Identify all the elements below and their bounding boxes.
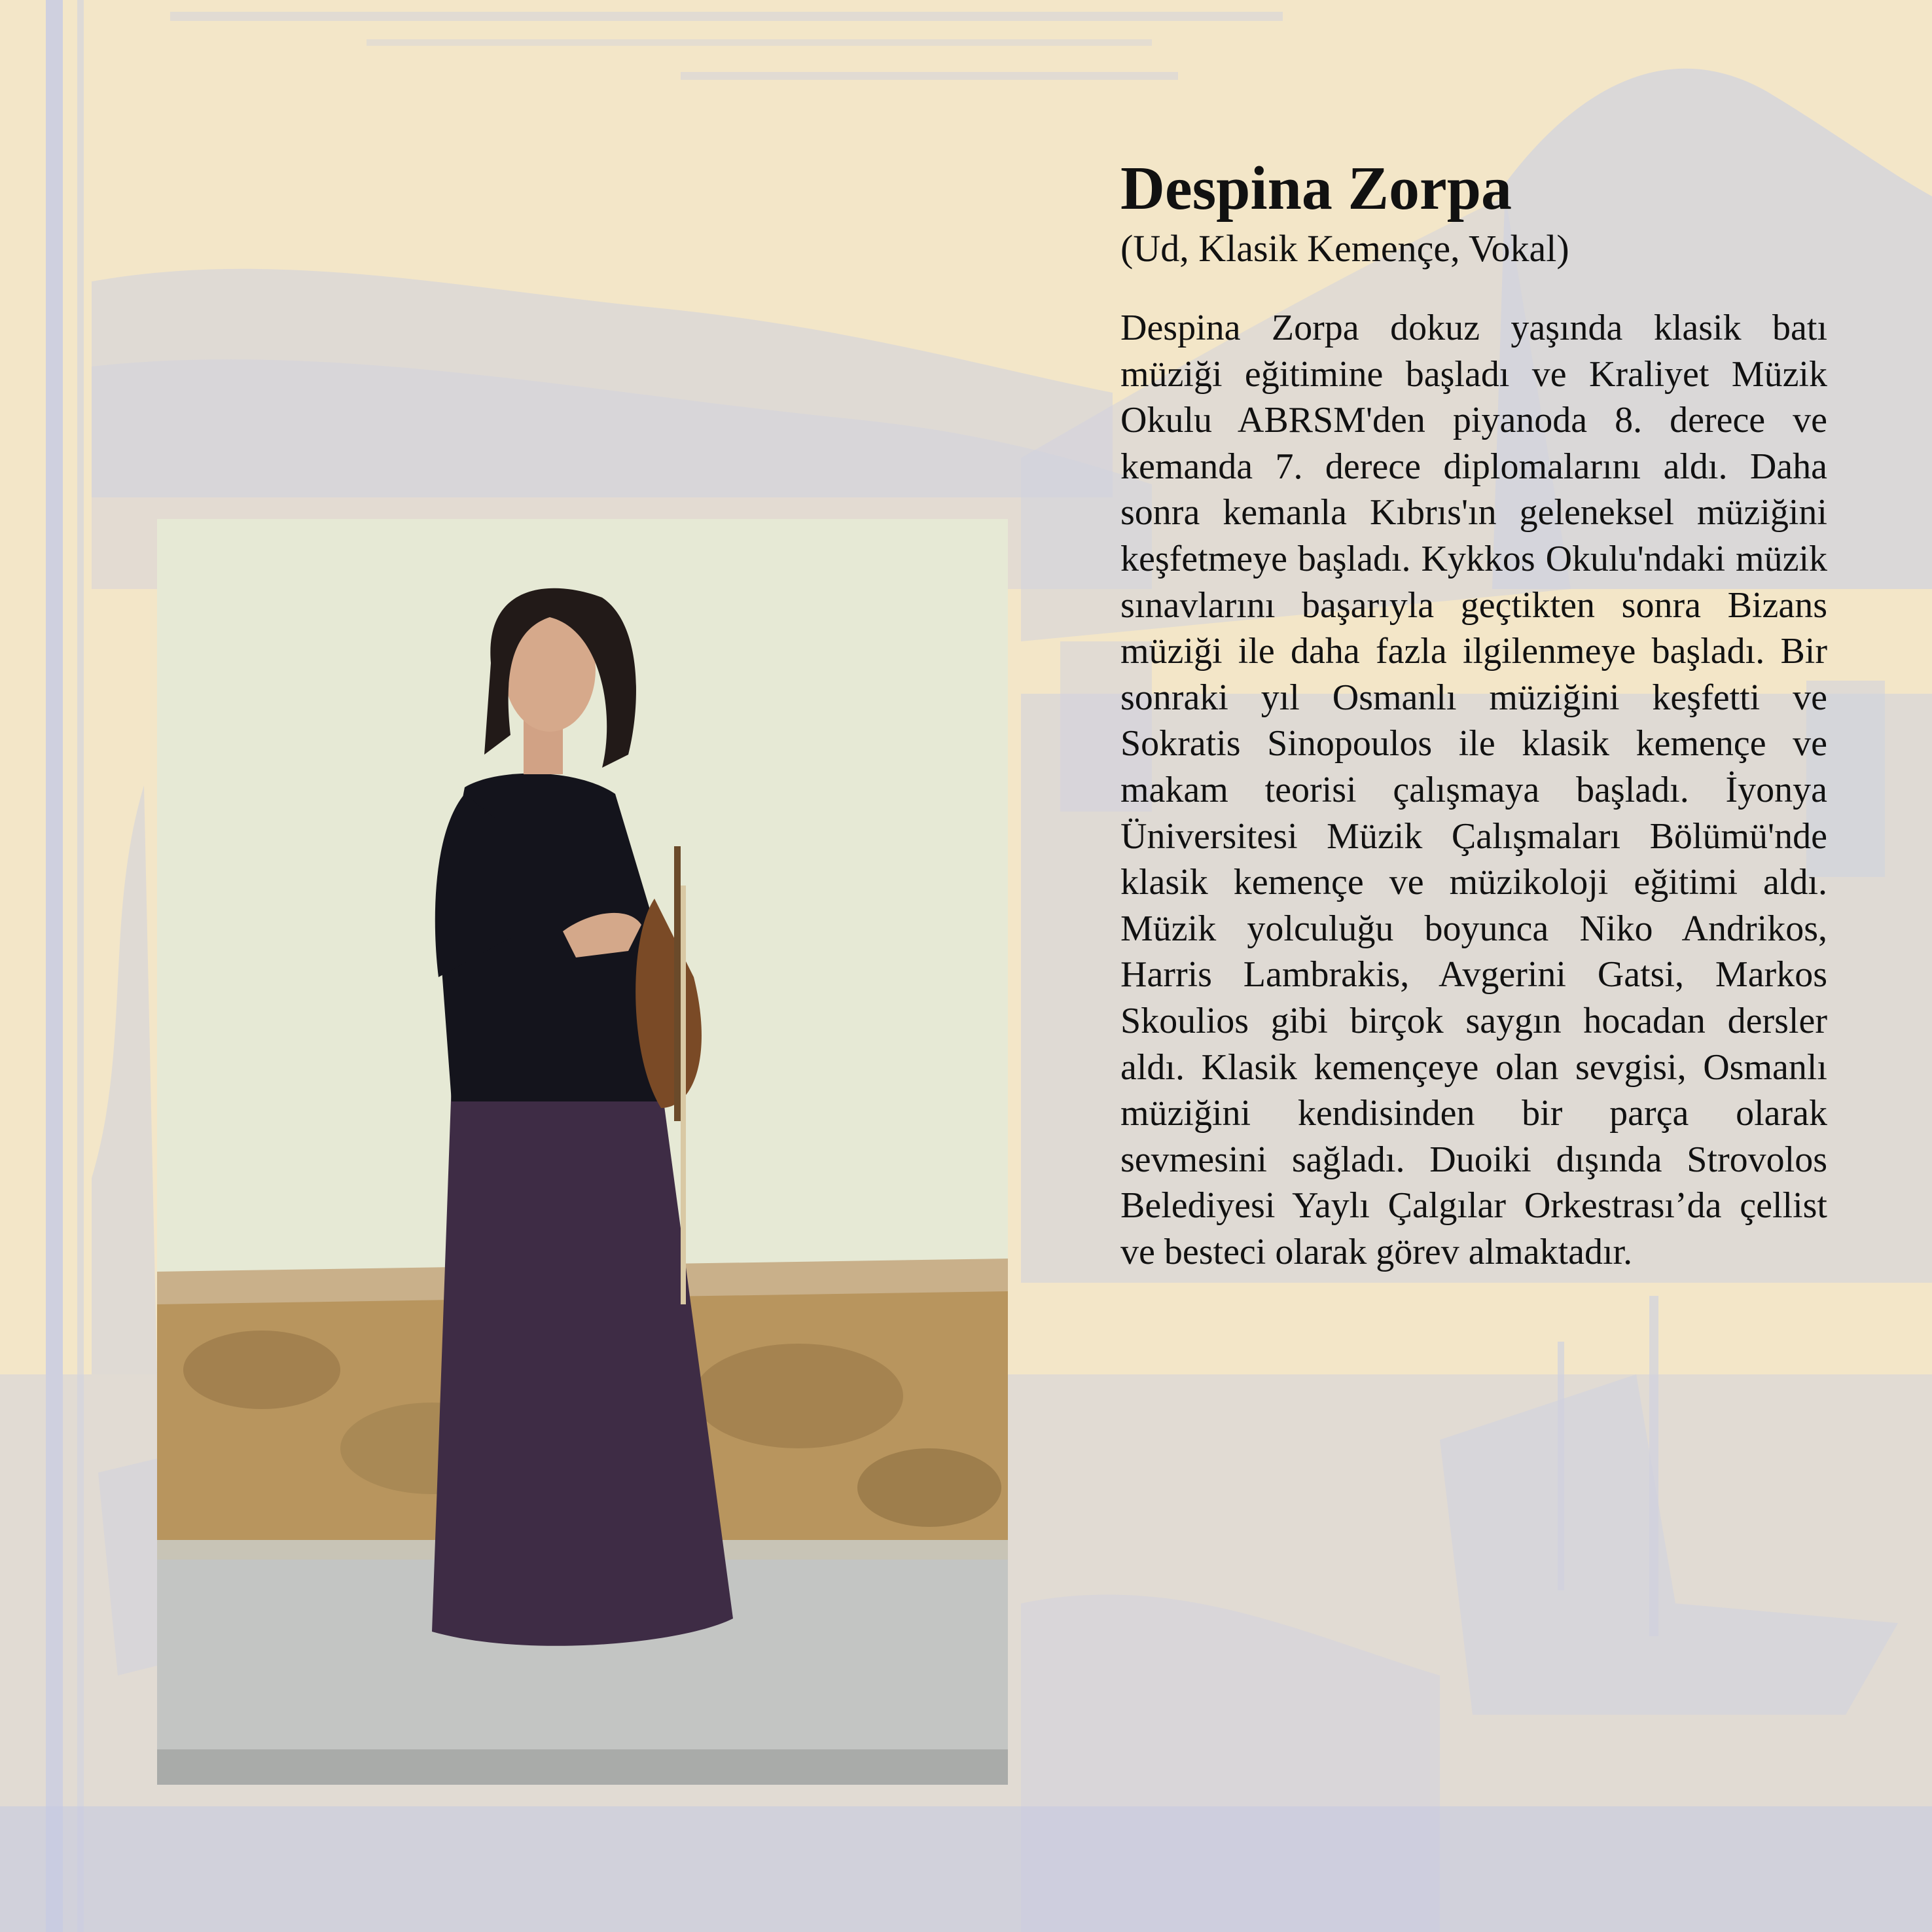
artist-name: Despina Zorpa — [1120, 154, 1512, 223]
artist-instruments: (Ud, Klasik Kemençe, Vokal) — [1120, 227, 1569, 270]
portrait-photo — [157, 519, 1008, 1785]
artist-biography: Despina Zorpa dokuz yaşında klasik batı müziği eğitimine başladı ve Kraliyet Müzik Okulu ABRSM'den piyanoda 8. derece ve kemanda 7. derece diplomalarını aldı. Daha sonra kemanla Kıbrıs'ın geleneksel müziğini keşfetmeye başladı. Kykkos Okulu'ndaki müzik sınavlarını başarıyla geçtikten sonra Bizans müziği ile daha fazla ilgilenmeye başladı. Bir sonraki yıl Osmanlı müziğini keşfetti ve Sokratis Sinopoulos ile klasik kemençe ve makam teorisi çalışmaya başladı. İyonya Üniversitesi Müzik Çalışmaları Bölümü'nde klasik kemençe ve müzikoloji eğitimi aldı. Müzik yolculuğu boyunca Niko Andrikos, Harris Lambrakis, Avgerini Gatsi, Markos Skoulios gibi birçok saygın hocadan dersler aldı. Klasik kemençeye olan sevgisi, Osmanlı müziğini kendisinden bir parça olarak sevmesini sağladı. Duoiki dışında Strovolos Belediyesi Yaylı Çalgılar Orkestrası’da çellist ve besteci olarak görev almaktadır. — [1120, 308, 1827, 1272]
biography-section — [1120, 152, 1827, 1275]
